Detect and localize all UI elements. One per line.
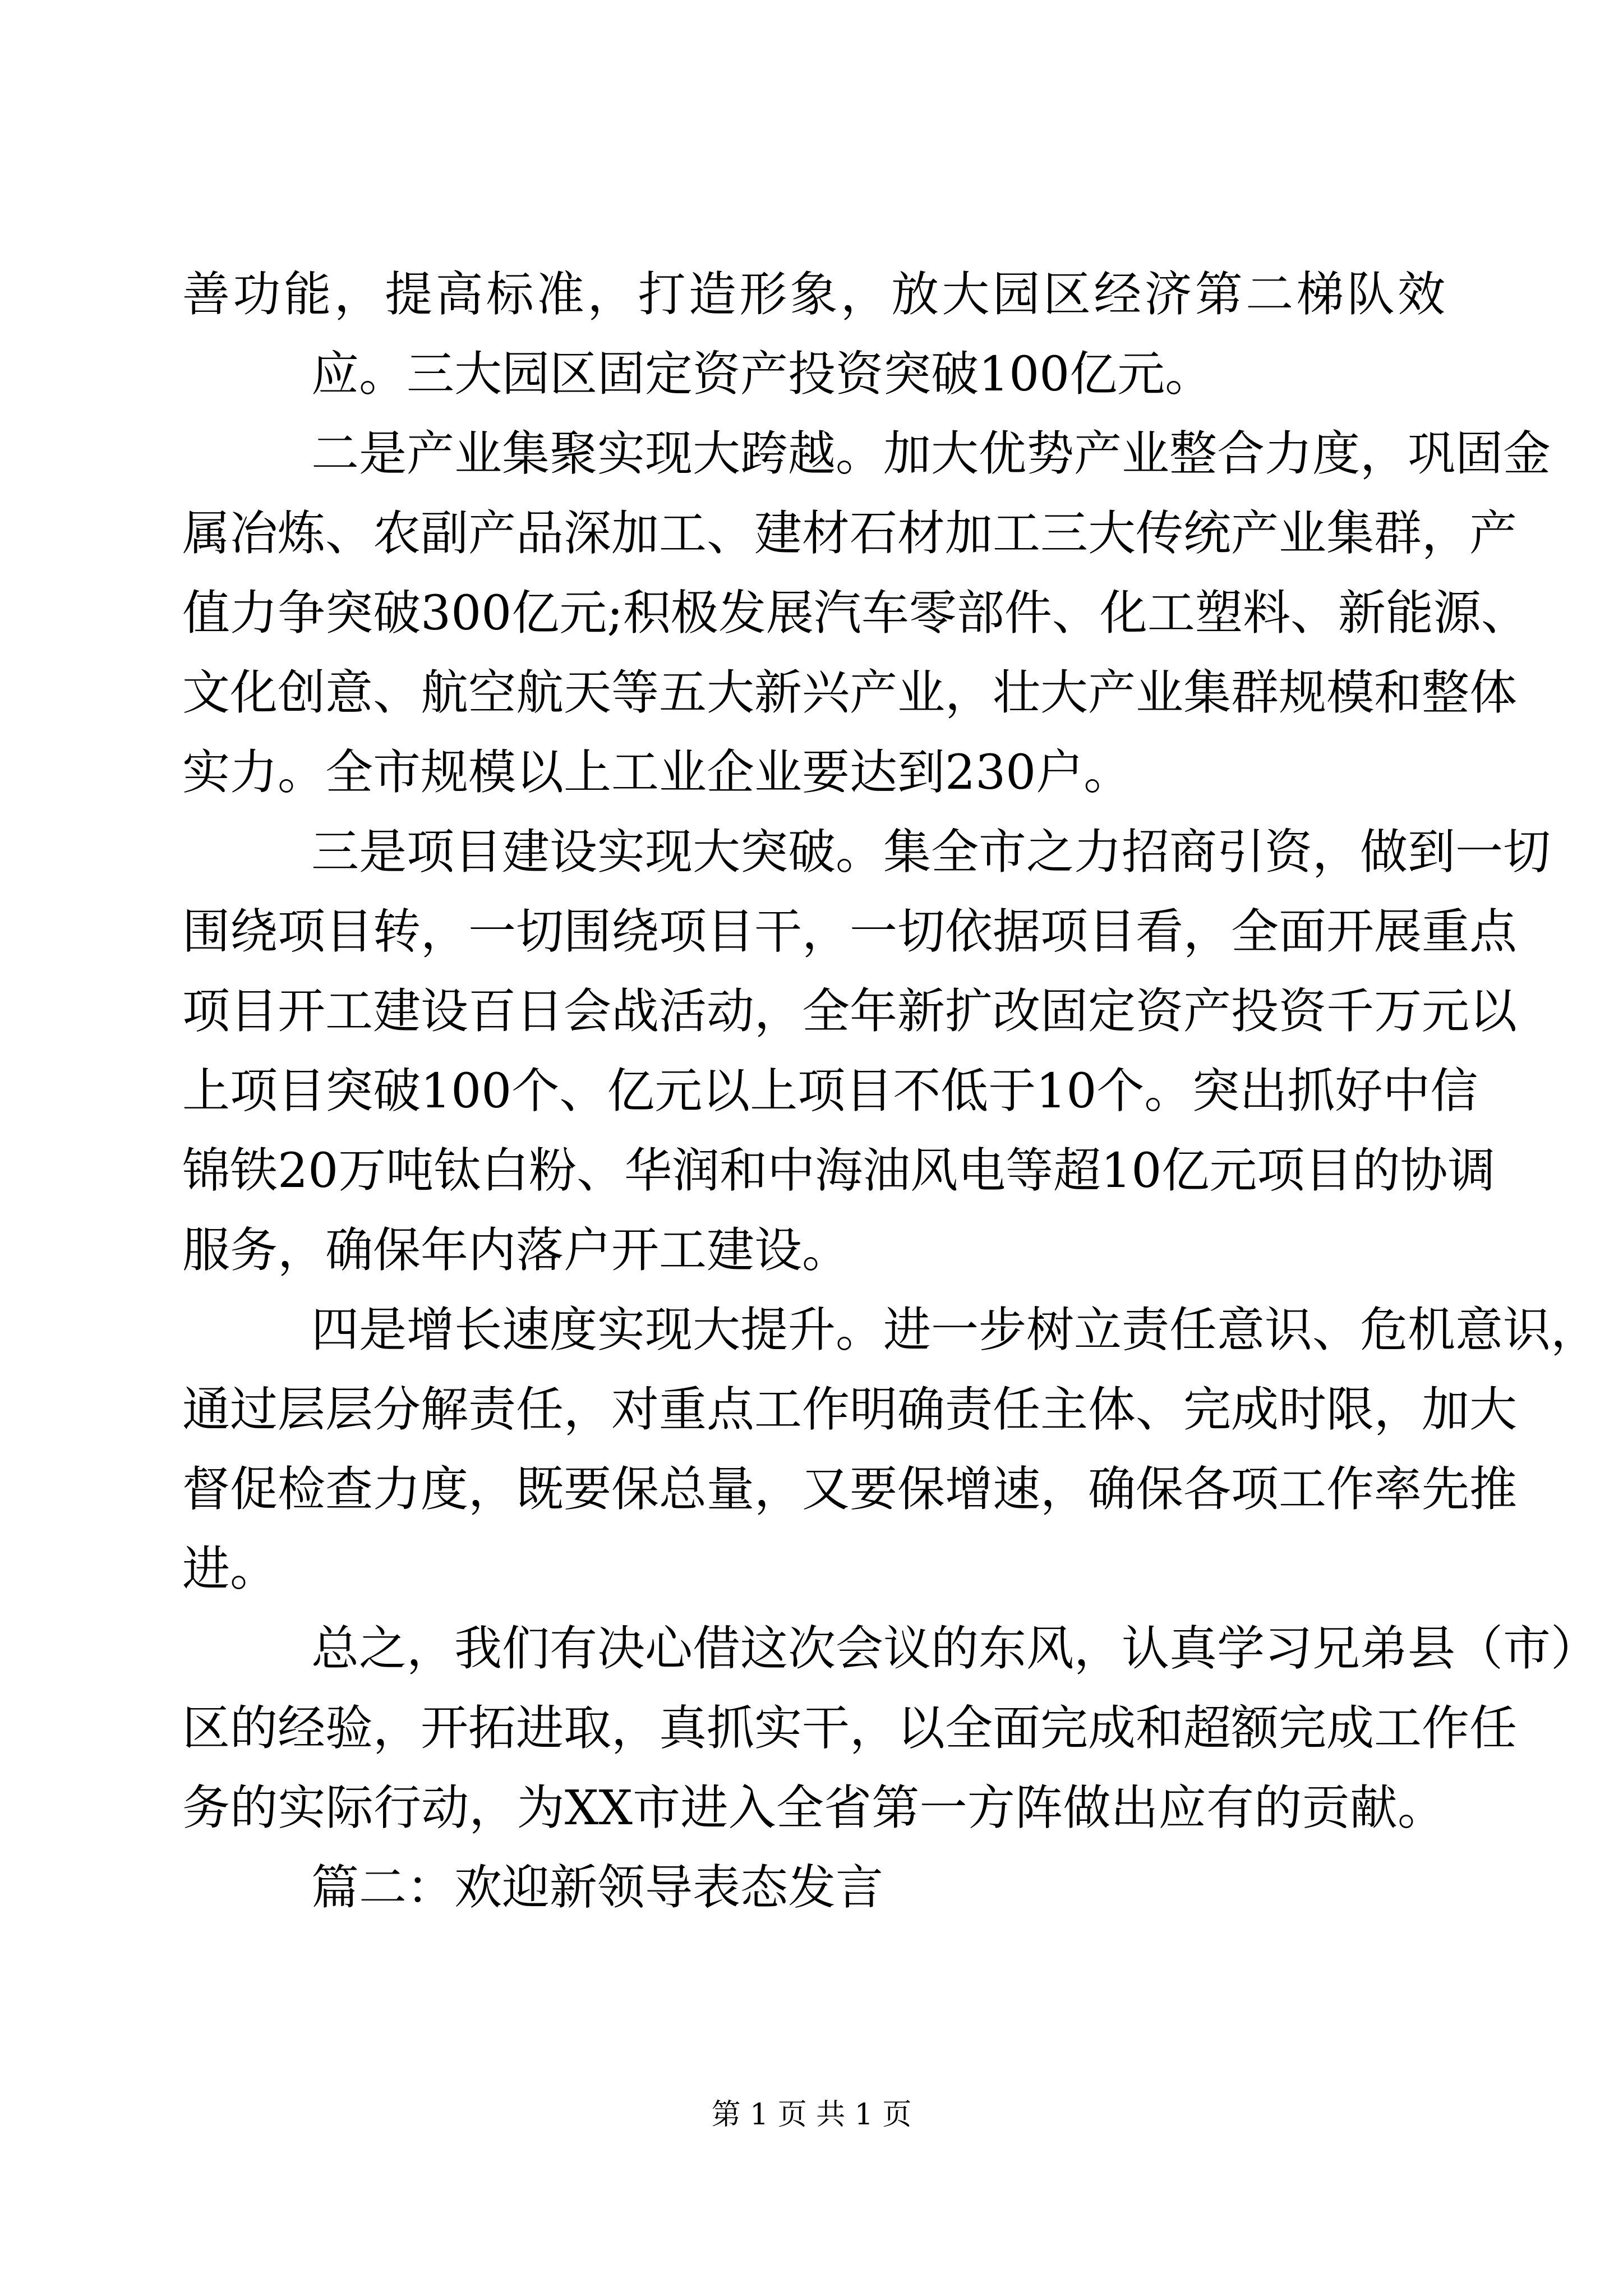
text-line: 服务，确保年内落户开工建设。 [182, 1223, 850, 1278]
text-line: 文化创意、航空航天等五大新兴产业，壮大产业集群规模和整体 [182, 665, 1518, 721]
text-line: 善功能，提高标准，打造形象，放大园区经济第二梯队效 [182, 267, 1445, 323]
text-line: 锦铁20万吨钛白粉、华润和中海油风电等超10亿元项目的协调 [182, 1143, 1496, 1199]
text-line: 属冶炼、农副产品深加工、建材石材加工三大传统产业集群，产 [182, 506, 1518, 562]
text-line: 务的实际行动，为XX市进入全省第一方阵做出应有的贡献。 [182, 1780, 1445, 1836]
text-line: 上项目突破100个、亿元以上项目不低于10个。突出抓好中信 [182, 1064, 1478, 1119]
text-line: 围绕项目转，一切围绕项目干，一切依据项目看，全面开展重点 [182, 904, 1518, 960]
text-line: 值力争突破300亿元;积极发展汽车零部件、化工塑料、新能源、 [182, 586, 1529, 641]
text-line: 应。三大园区固定资产投资突破100亿元。 [311, 347, 1213, 402]
text-line: 二是产业集聚实现大跨越。加大优势产业整合力度，巩固金 [311, 426, 1551, 482]
text-line: 三是项目建设实现大突破。集全市之力招商引资，做到一切 [311, 825, 1551, 880]
document-body [182, 255, 1599, 1928]
text-line: 通过层层分解责任，对重点工作明确责任主体、完成时限，加大 [182, 1382, 1518, 1438]
text-line: 实力。全市规模以上工业企业要达到230户。 [182, 745, 1132, 800]
text-line: 项目开工建设百日会战活动，全年新扩改固定资产投资千万元以 [182, 984, 1518, 1039]
text-line: 进。 [182, 1542, 278, 1597]
section-heading: 篇二：欢迎新领导表态发言 [311, 1860, 884, 1916]
text-line: 区的经验，开拓进取，真抓实干，以全面完成和超额完成工作任 [182, 1701, 1518, 1756]
text-line: 四是增长速度实现大提升。进一步树立责任意识、危机意识， [311, 1303, 1599, 1358]
text-line: 总之，我们有决心借这次会议的东风，认真学习兄弟县（市） [311, 1621, 1599, 1677]
page-number-footer: 第 1 页 共 1 页 [711, 2098, 912, 2132]
text-line: 督促检查力度，既要保总量，又要保增速，确保各项工作率先推 [182, 1462, 1518, 1517]
